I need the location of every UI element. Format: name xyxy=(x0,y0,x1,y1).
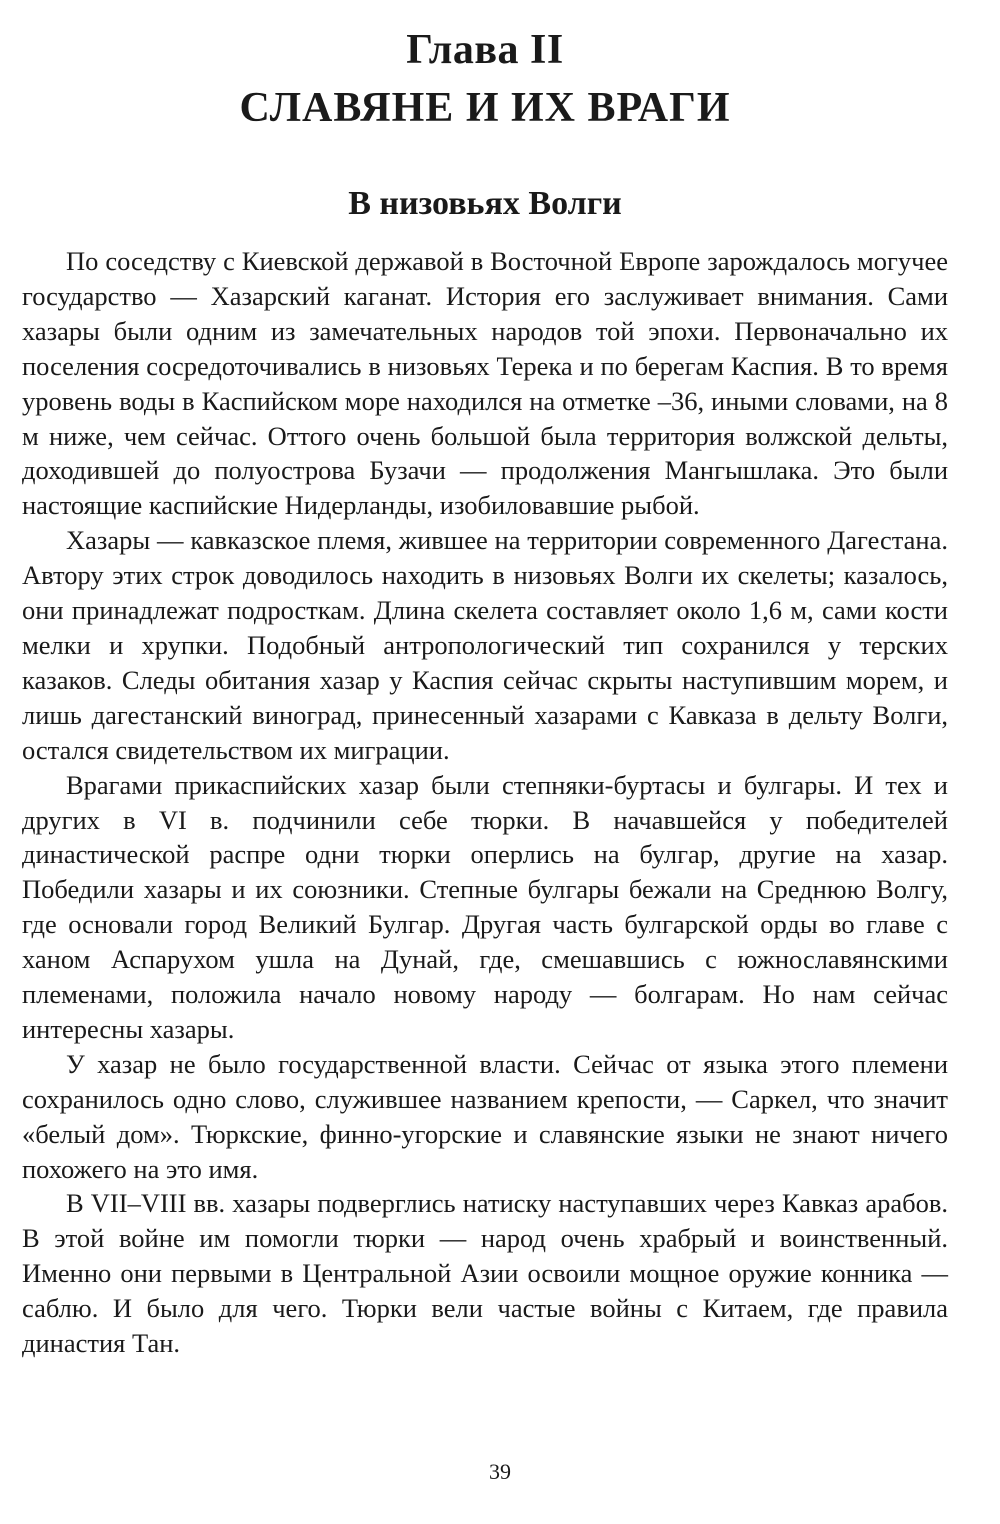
paragraph: Врагами прикаспийских хазар были степняки-буртасы и булгары. И тех и других в VI в. подчинили себе тюрки. В начавшейся у победителей династической распре одни тюрки оперлись на булгар, другие на хазар. Победили хазары и их союзники. Степные булгары бежали на Среднюю Волгу, где основали город Великий Булгар. Другая часть булгарской орды во главе с ханом Аспарухом ушла на Дунай, где, смешавшись с южнославянскими племенами, положила начало новому народу — болгарам. Но нам сейчас интересны хазары. xyxy=(22,769,948,1044)
paragraph: В VII–VIII вв. хазары подверглись натиску наступавших через Кавказ арабов. В этой войне им помогли тюрки — народ очень храбрый и воинственный. Именно они первыми в Центральной Азии освоили мощное оружие конника — саблю. И было для чего. Тюрки вели частые войны с Китаем, где правила династия Тан. xyxy=(22,1188,948,1359)
section-title: В низовьях Волги xyxy=(348,185,622,222)
paragraph: Хазары — кавказское племя, жившее на территории современного Дагестана. Автору этих строк доводилось находить в низовьях Волги их скелеты; казалось, они принадлежат подросткам. Длина скелета составляет около 1,6 м, сами кости мелки и хрупки. Подобный антропологический тип сохранился у терских казаков. Следы обитания хазар у Каспия сейчас скрыты наступившим морем, и лишь дагестанский виноград, принесенный хазарами с Кавказа в дельту Волги, остался свидетельством их миграции. xyxy=(22,525,948,765)
body-text xyxy=(22,244,948,1361)
book-page xyxy=(22,0,948,1361)
chapter-title: СЛАВЯНЕ И ИХ ВРАГИ xyxy=(239,85,731,131)
paragraph: У хазар не было государственной власти. Сейчас от языка этого племени сохранилось одно слово, служившее названием крепости, — Саркел, что значит «белый дом». Тюркские, финно-угорские и славянские языки не знают ничего похожего на это имя. xyxy=(22,1048,948,1184)
chapter-number: Глава II xyxy=(406,27,564,73)
paragraph: По соседству с Киевской державой в Восточной Европе зарождалось могучее государство — Хазарский каганат. История его заслуживает внимания. Сами хазары были одним из замечательных народов той эпохи. Первоначально их поселения сосредоточивались в низовьях Терека и по берегам Каспия. В то время уровень воды в Каспийском море находился на отметке –36, иными словами, на 8 м ниже, чем сейчас. Оттого очень большой была территория волжской дельты, доходившей до полуострова Бузачи — продолжения Мангышлака. Это были настоящие каспийские Нидерланды, изобиловавшие рыбой. xyxy=(22,246,948,521)
page-number: 39 xyxy=(489,1459,511,1484)
